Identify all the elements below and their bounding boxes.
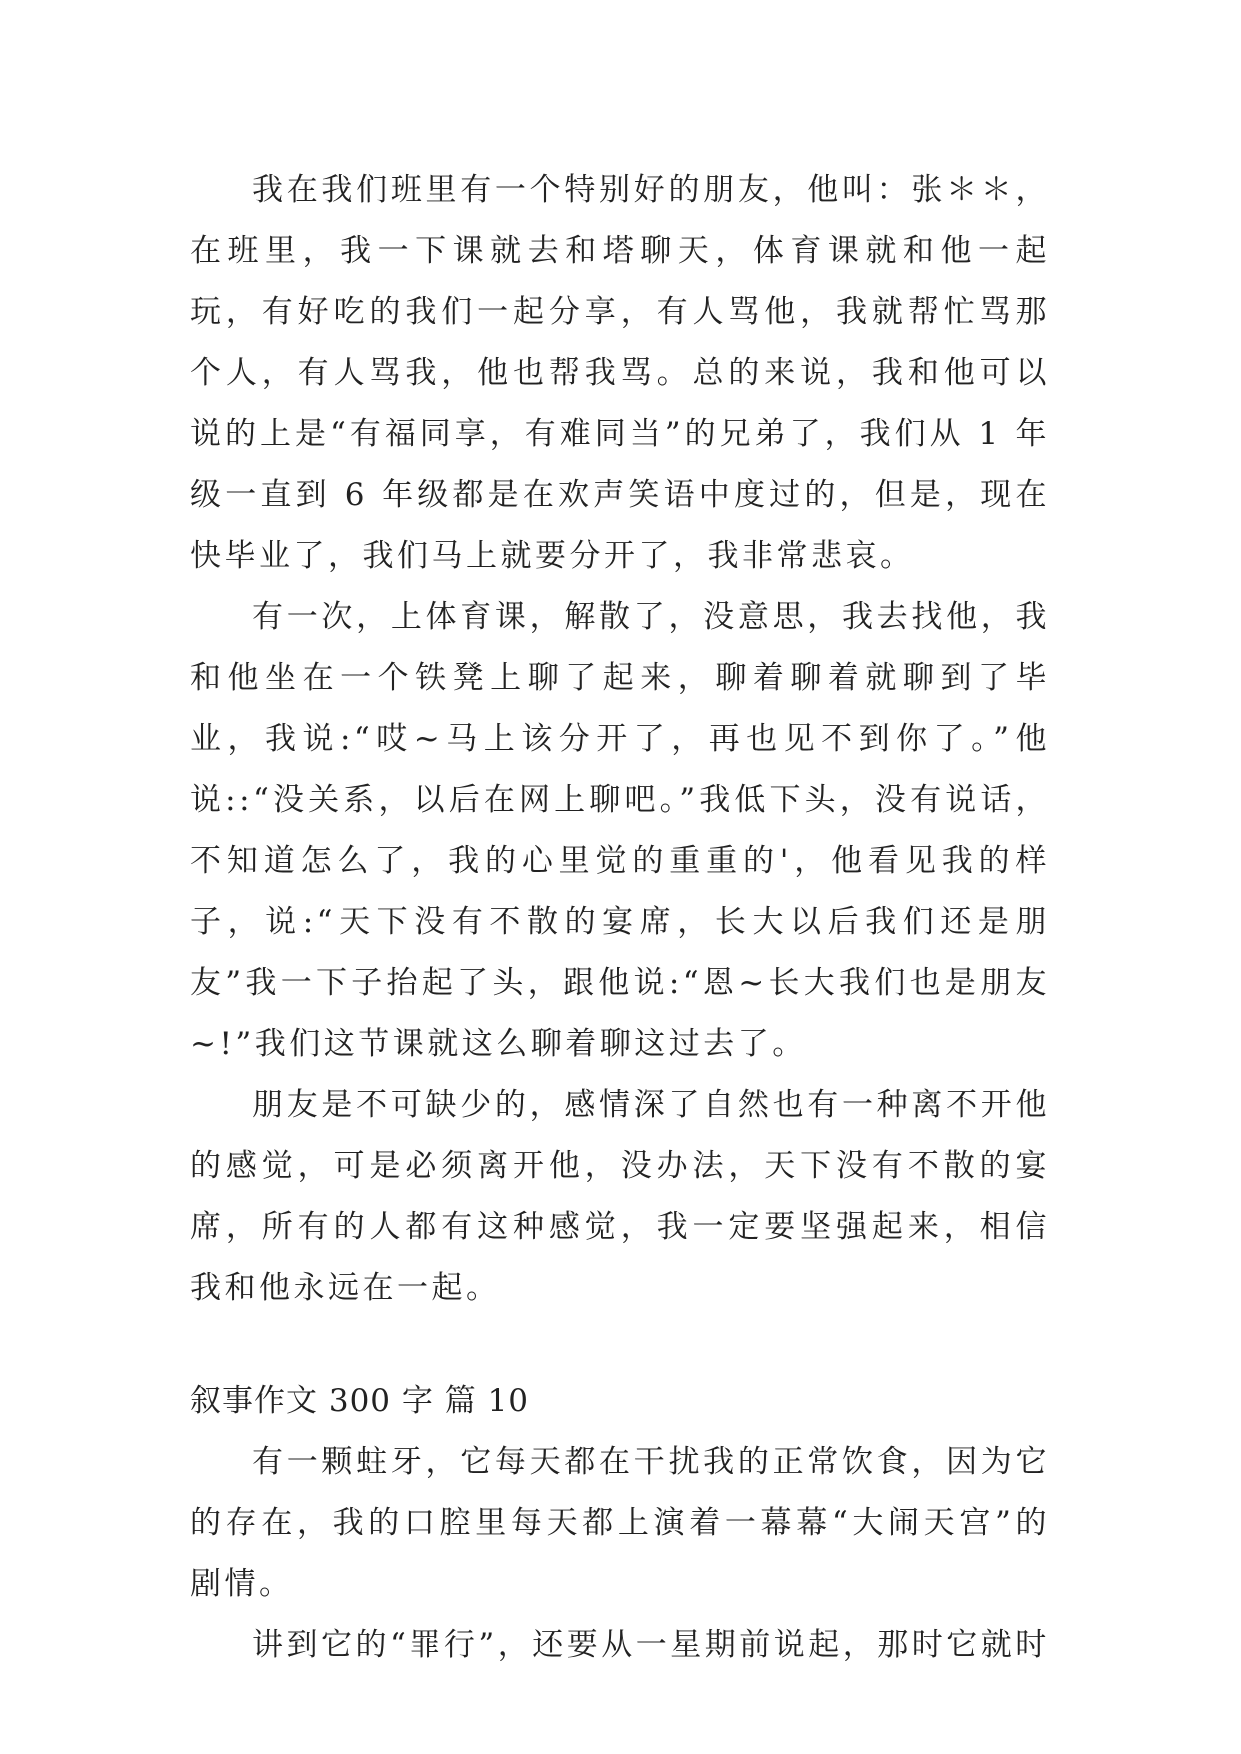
section-heading: 叙事作文 300 字 篇 10 bbox=[190, 1383, 530, 1419]
paragraph-friend-intro: 我在我们班里有一个特别好的朋友，他叫：张＊＊，在班里，我一下课就去和塔聊天，体育课就和他一起玩，有好吃的我们一起分享，有人骂他，我就帮忙骂那个人，有人骂我，他也帮我骂。总的来说，我和他可以说的上是“有福同享，有难同当”的兄弟了，我们从 1 年级一直到 6 年级都是在欢声笑语中度过的，但是，现在快毕业了，我们马上就要分开了，我非常悲哀。 bbox=[190, 172, 1050, 574]
paragraph-cavity-intro: 有一颗蛀牙，它每天都在干扰我的正常饮食，因为它的存在，我的口腔里每天都上演着一幕幕“大闹天宫”的剧情。 bbox=[190, 1444, 1050, 1602]
paragraph-pe-class-chat: 有一次，上体育课，解散了，没意思，我去找他，我和他坐在一个铁凳上聊了起来，聊着聊着就聊到了毕业，我说:“哎~马上该分开了，再也见不到你了。”他说::“没关系，以后在网上聊吧。”我低下头，没有说话，不知道怎么了，我的心里觉的重重的'，他看见我的样子，说:“天下没有不散的宴席，长大以后我们还是朋友”我一下子抬起了头，跟他说:“恩~长大我们也是朋友~!”我们这节课就这么聊着聊这过去了。 bbox=[190, 599, 1050, 1062]
document-page bbox=[190, 160, 1050, 1676]
paragraph-friendship-reflection: 朋友是不可缺少的，感情深了自然也有一种离不开他的感觉，可是必须离开他，没办法，天下没有不散的宴席，所有的人都有这种感觉，我一定要坚强起来，相信我和他永远在一起。 bbox=[190, 1087, 1050, 1306]
paragraph-cavity-story: 讲到它的“罪行”，还要从一星期前说起，那时它就时 bbox=[252, 1627, 1050, 1663]
